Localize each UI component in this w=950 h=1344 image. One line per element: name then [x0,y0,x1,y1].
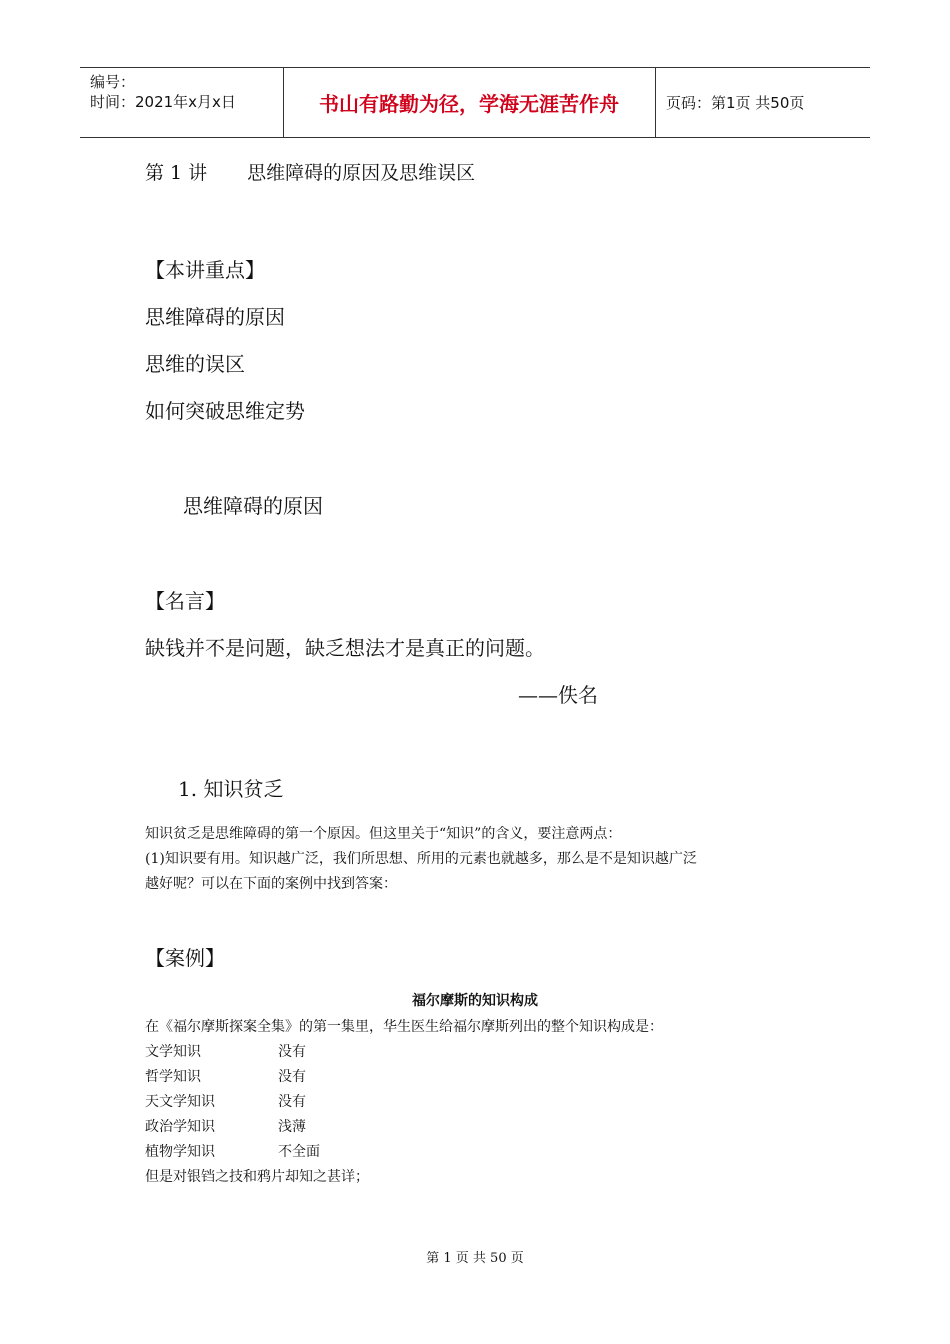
knowledge-field: 文学知识 [145,1044,201,1060]
lecture-number: 第 1 讲 [145,162,208,184]
number-label: 编号： [90,73,136,91]
knowledge-field: 植物学知识 [145,1144,215,1160]
case-intro: 在《福尔摩斯探案全集》的第一集里，华生医生给福尔摩斯列出的整个知识构成是： [145,1019,663,1035]
knowledge-row [145,1116,306,1136]
quote-author: ——佚名 [518,683,598,707]
paragraph: (1)知识要有用。知识越广泛，我们所思想、所用的元素也就越多，那么是不是知识越广泛 [145,851,697,867]
key-point-item: 思维的误区 [145,352,245,376]
knowledge-row [145,1091,306,1111]
header-page-info: 页码：第1页 共50页 [666,94,805,112]
quote-text: 缺钱并不是问题，缺乏想法才是真正的问题。 [145,636,545,660]
quote-heading: 【名言】 [145,589,225,613]
key-point-item: 思维障碍的原因 [145,305,285,329]
knowledge-level: 不全面 [278,1144,320,1160]
header-meta [90,72,236,112]
knowledge-row [145,1066,306,1086]
knowledge-field: 哲学知识 [145,1069,201,1085]
case-title: 福尔摩斯的知识构成 [412,993,538,1009]
section-title: 思维障碍的原因 [183,494,323,518]
subsection-title: 1. 知识贫乏 [178,777,284,801]
knowledge-level: 没有 [278,1069,306,1085]
paragraph: 越好呢？可以在下面的案例中找到答案： [145,876,397,892]
case-heading: 【案例】 [145,946,225,970]
knowledge-field: 天文学知识 [145,1094,215,1110]
knowledge-row [145,1041,306,1061]
lecture-heading [145,158,475,185]
lecture-title: 思维障碍的原因及思维误区 [247,162,476,184]
header-divider [655,68,656,137]
paragraph: 知识贫乏是思维障碍的第一个原因。但这里关于“知识”的含义，要注意两点： [145,826,622,842]
page-header [80,67,870,138]
page-footer: 第 1 页 共 50 页 [426,1251,524,1266]
knowledge-field: 政治学知识 [145,1119,215,1135]
header-motto: 书山有路勤为径，学海无涯苦作舟 [319,92,619,116]
knowledge-level: 没有 [278,1044,306,1060]
key-point-item: 如何突破思维定势 [145,399,305,423]
case-last-line: 但是对银铛之技和鸦片却知之甚详； [145,1169,369,1185]
time-label: 时间：2021年x月x日 [90,93,236,111]
key-points-heading: 【本讲重点】 [145,258,265,282]
knowledge-level: 浅薄 [278,1119,306,1135]
knowledge-level: 没有 [278,1094,306,1110]
knowledge-row [145,1141,320,1161]
